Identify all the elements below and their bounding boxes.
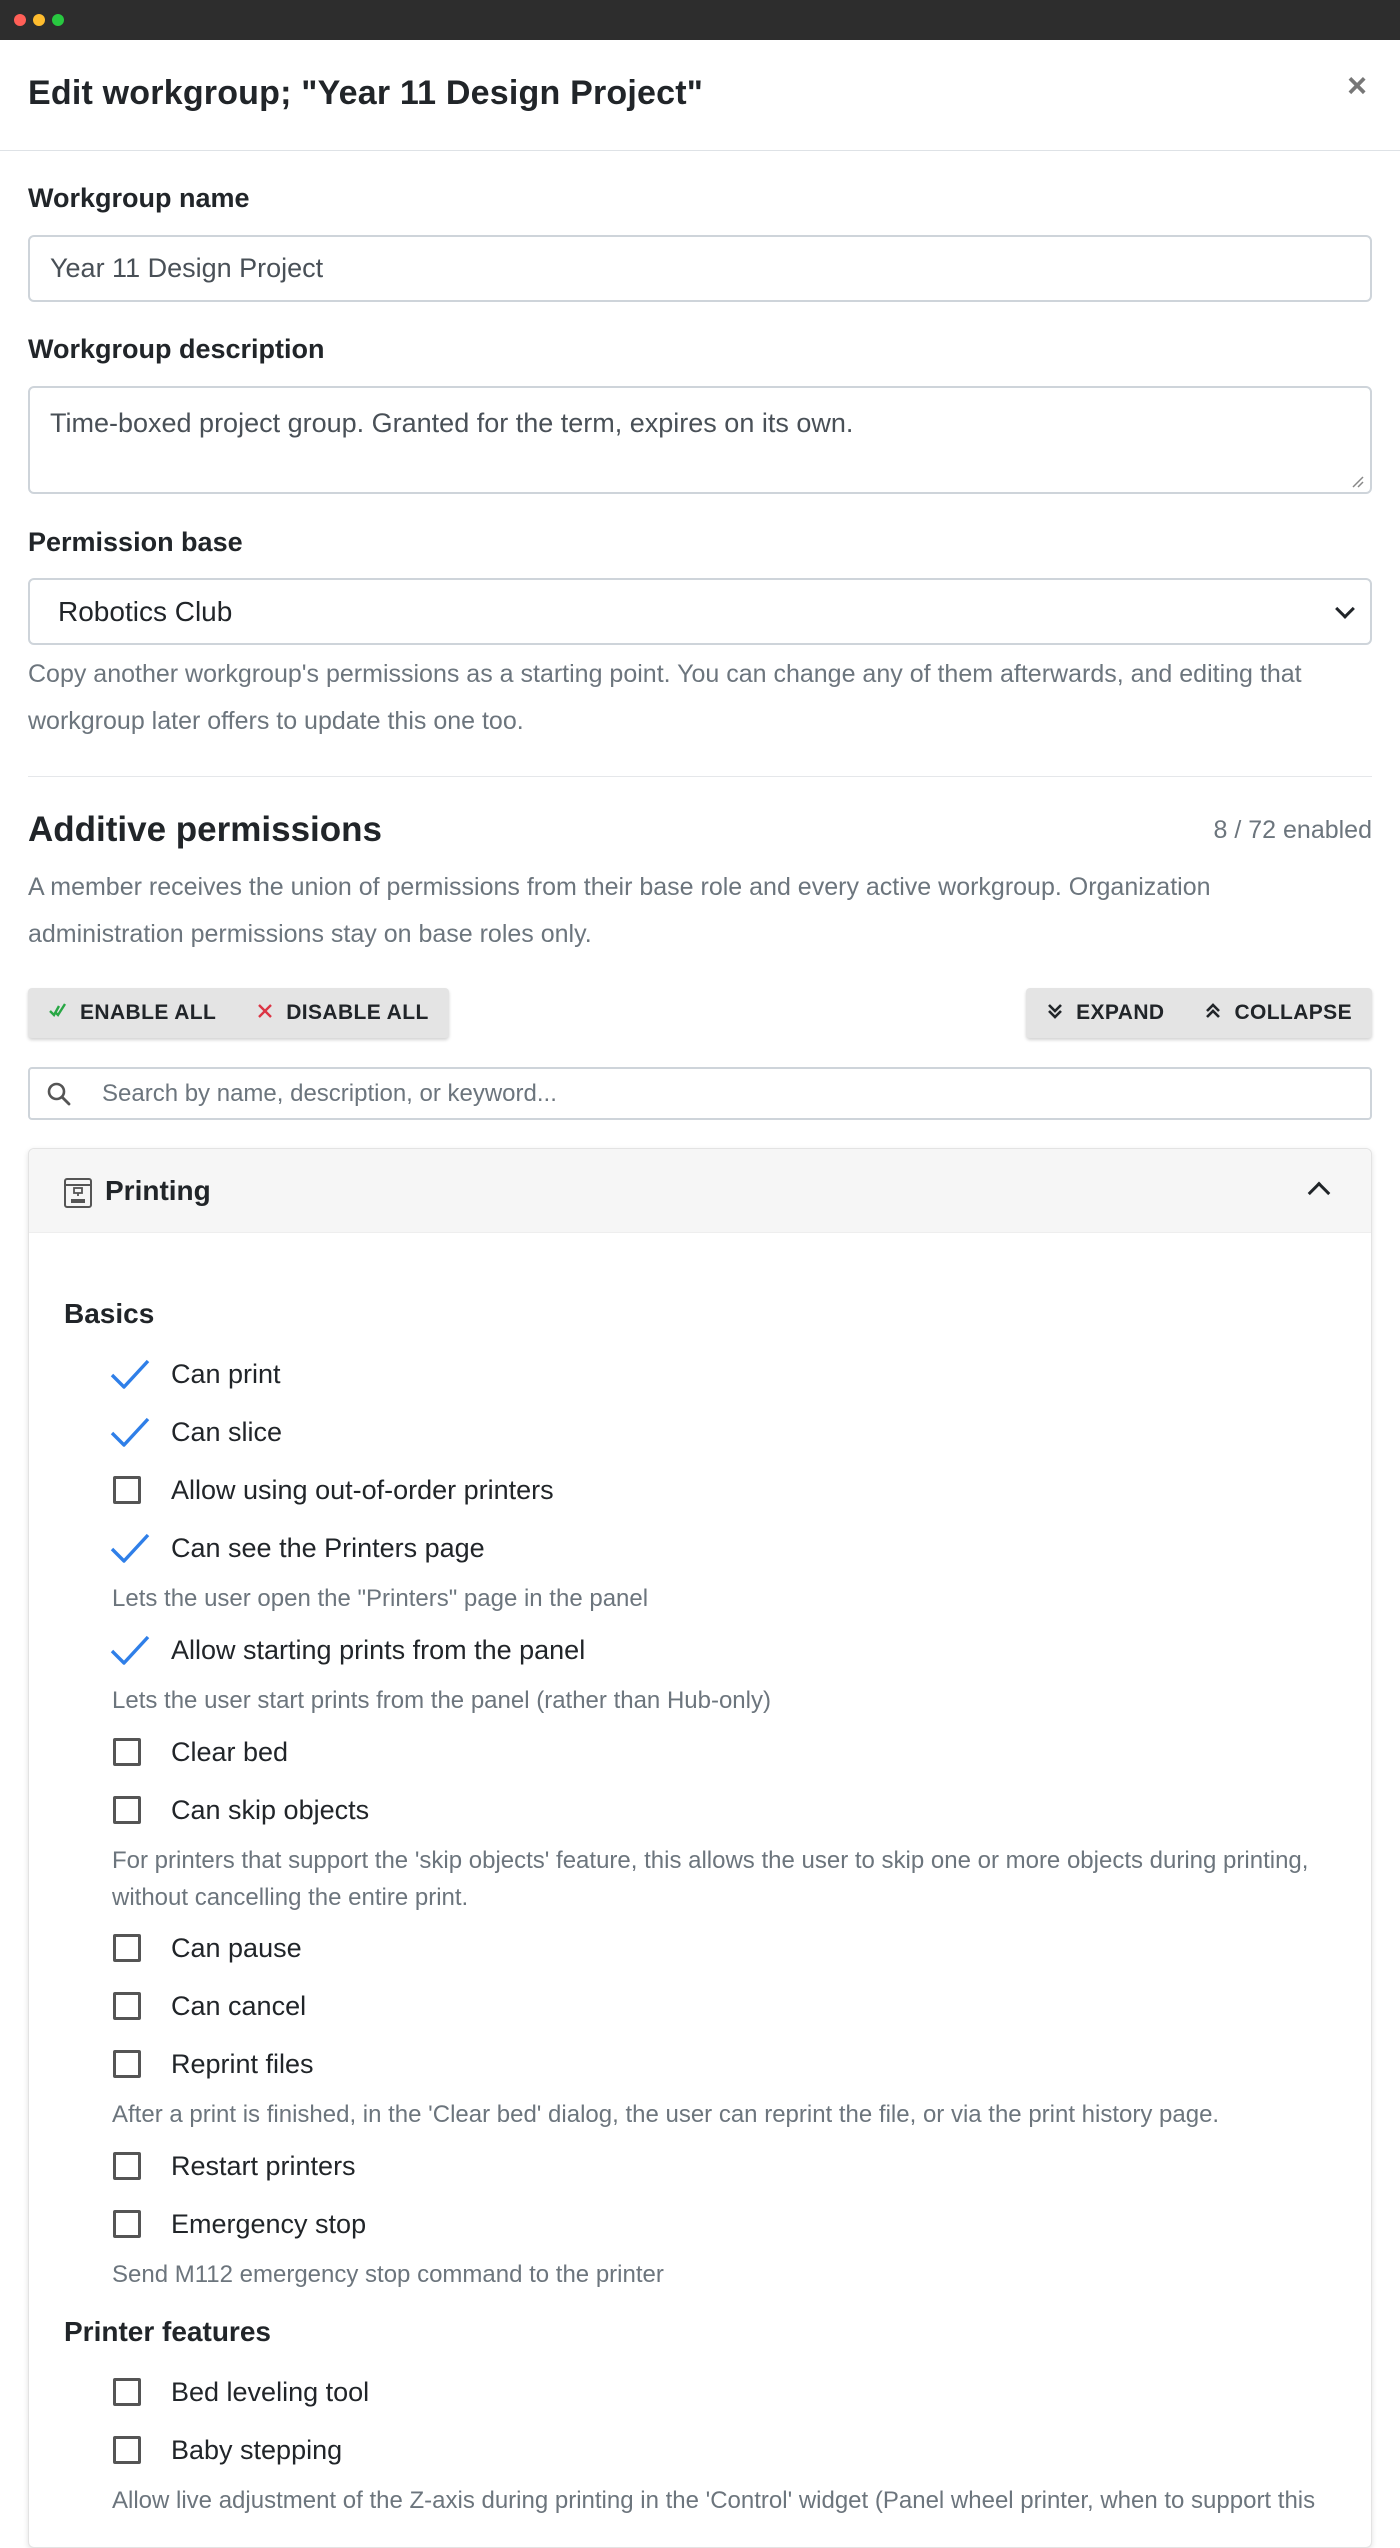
permission-label: Can pause bbox=[171, 1932, 302, 1963]
permission-label: Can cancel bbox=[171, 1990, 307, 2021]
checkbox-square bbox=[113, 1934, 141, 1962]
permission-description-line: Send M112 emergency stop command to the printer bbox=[112, 2261, 664, 2288]
window-titlebar bbox=[0, 0, 1400, 40]
permission-description-line: Allow live adjustment of the Z-axis during printing in the 'Control' widget (Panel wheel printer, when to support this bbox=[112, 2487, 1316, 2514]
chevron-up-icon[interactable] bbox=[1308, 1182, 1331, 1205]
permission-description bbox=[112, 1682, 1352, 1719]
permission-label: Allow using out-of-order printers bbox=[171, 1474, 554, 1505]
permission-label: Allow starting prints from the panel bbox=[171, 1634, 586, 1665]
printing-card-header[interactable] bbox=[29, 1149, 1371, 1233]
checkbox[interactable] bbox=[109, 2430, 165, 2470]
permission-row[interactable] bbox=[109, 1986, 306, 2026]
expand-collapse-group bbox=[1026, 988, 1372, 1038]
permission-label: Emergency stop bbox=[171, 2208, 367, 2239]
checkmark-icon[interactable] bbox=[109, 1412, 165, 1452]
additive-help-line-1: A member receives the union of permissions from their base role and every active workgroup. Organization bbox=[28, 873, 1211, 901]
printing-card-title: Printing bbox=[105, 1175, 211, 1206]
permission-label: Bed leveling tool bbox=[171, 2376, 370, 2407]
checkbox-square bbox=[113, 2436, 141, 2464]
additive-permissions-title: Additive permissions bbox=[28, 810, 382, 849]
permission-row[interactable] bbox=[109, 1790, 369, 1830]
section-divider bbox=[28, 776, 1372, 777]
workgroup-description-value: Time-boxed project group. Granted for the term, expires on its own. bbox=[50, 408, 854, 438]
permission-row[interactable] bbox=[109, 2146, 356, 2186]
minimize-window-button[interactable] bbox=[33, 14, 45, 26]
enable-all-button[interactable] bbox=[28, 988, 236, 1038]
permission-base-select[interactable] bbox=[28, 578, 1372, 645]
disable-all-label: DISABLE ALL bbox=[286, 1001, 429, 1024]
permission-description-line: After a print is finished, in the 'Clear bed' dialog, the user can reprint the file, or via the print history page. bbox=[112, 2101, 1220, 2128]
checkbox-square bbox=[113, 2378, 141, 2406]
resize-grip-icon[interactable] bbox=[1350, 474, 1364, 488]
collapse-all-button[interactable] bbox=[1184, 988, 1372, 1038]
checkbox[interactable] bbox=[109, 2044, 165, 2084]
checkbox[interactable] bbox=[109, 2146, 165, 2186]
checkbox[interactable] bbox=[109, 1732, 165, 1772]
additive-help-line-2: administration permissions stay on base roles only. bbox=[28, 920, 592, 948]
permission-row[interactable] bbox=[109, 2430, 342, 2470]
permission-description-line: Lets the user start prints from the panel (rather than Hub-only) bbox=[112, 1687, 771, 1714]
checkbox[interactable] bbox=[109, 1790, 165, 1830]
checkmark-icon[interactable] bbox=[109, 1354, 165, 1394]
permission-row[interactable] bbox=[109, 2044, 314, 2084]
collapse-label: COLLAPSE bbox=[1234, 1001, 1352, 1024]
close-icon bbox=[256, 1000, 274, 1026]
modal-title: Edit workgroup; "Year 11 Design Project" bbox=[28, 74, 704, 112]
checkbox-square bbox=[113, 1992, 141, 2020]
basics-group-title: Basics bbox=[64, 1298, 155, 1329]
checkbox[interactable] bbox=[109, 2204, 165, 2244]
workgroup-name-input[interactable]: Year 11 Design Project bbox=[28, 235, 1372, 302]
checkbox-square bbox=[113, 2210, 141, 2238]
expand-all-button[interactable] bbox=[1026, 988, 1184, 1038]
workgroup-name-label: Workgroup name bbox=[28, 183, 250, 213]
printer-icon bbox=[63, 1177, 93, 1209]
permission-row[interactable] bbox=[109, 2372, 369, 2412]
permission-row[interactable] bbox=[109, 2204, 366, 2244]
permission-description bbox=[112, 2482, 1352, 2519]
double-chevron-up-icon bbox=[1204, 1000, 1222, 1026]
permission-row[interactable] bbox=[109, 1470, 554, 1510]
checkbox-square bbox=[113, 2050, 141, 2078]
permission-row[interactable] bbox=[109, 1732, 288, 1772]
permission-description bbox=[112, 2096, 1352, 2133]
checkbox-square bbox=[113, 1476, 141, 1504]
chevron-down-icon bbox=[1335, 599, 1355, 619]
checkbox[interactable] bbox=[109, 2372, 165, 2412]
checkmark-icon[interactable] bbox=[109, 1630, 165, 1670]
enable-all-label: ENABLE ALL bbox=[80, 1001, 217, 1024]
permission-row[interactable] bbox=[109, 1928, 302, 1968]
checkbox-square bbox=[113, 2152, 141, 2180]
modal-header bbox=[0, 40, 1400, 151]
permission-label: Can print bbox=[171, 1358, 281, 1389]
permission-row[interactable] bbox=[109, 1528, 485, 1568]
printing-permissions-card bbox=[28, 1148, 1372, 2548]
checkmark-icon[interactable] bbox=[109, 1528, 165, 1568]
checkbox[interactable] bbox=[109, 1986, 165, 2026]
enabled-count: 8 / 72 enabled bbox=[1213, 816, 1372, 844]
checkbox[interactable] bbox=[109, 1470, 165, 1510]
permission-search-box[interactable] bbox=[28, 1067, 1372, 1120]
checkbox-square bbox=[113, 1738, 141, 1766]
permission-label: Can skip objects bbox=[171, 1794, 370, 1825]
permission-label: Baby stepping bbox=[171, 2434, 343, 2465]
permission-row[interactable] bbox=[109, 1354, 281, 1394]
permission-label: Restart printers bbox=[171, 2150, 356, 2181]
permission-row[interactable] bbox=[109, 1630, 585, 1670]
printer-features-group-title: Printer features bbox=[64, 2316, 271, 2347]
checkbox[interactable] bbox=[109, 1928, 165, 1968]
workgroup-description-label: Workgroup description bbox=[28, 334, 325, 364]
maximize-window-button[interactable] bbox=[52, 14, 64, 26]
permission-label: Can slice bbox=[171, 1416, 283, 1447]
expand-label: EXPAND bbox=[1076, 1001, 1165, 1024]
permission-description bbox=[112, 1842, 1352, 1916]
search-icon bbox=[46, 1081, 72, 1107]
permission-description-line: For printers that support the 'skip objects' feature, this allows the user to skip one or more objects during printing, bbox=[112, 1847, 1309, 1874]
double-check-icon bbox=[48, 1000, 68, 1026]
permission-description bbox=[112, 1580, 1352, 1617]
permission-description bbox=[112, 2256, 1352, 2293]
permission-label: Clear bed bbox=[171, 1736, 289, 1767]
enable-disable-group bbox=[28, 988, 449, 1038]
additive-permissions-help bbox=[28, 864, 1348, 958]
disable-all-button[interactable] bbox=[236, 988, 448, 1038]
permission-base-help-line-1: Copy another workgroup's permissions as a starting point. You can change any of them afterwards, and editing that bbox=[28, 660, 1302, 688]
permission-base-help-line-2: workgroup later offers to update this one too. bbox=[28, 707, 524, 735]
double-chevron-down-icon bbox=[1046, 1000, 1064, 1026]
permission-label: Reprint files bbox=[171, 2048, 314, 2079]
workgroup-description-textarea[interactable] bbox=[28, 386, 1372, 494]
permission-description-line: without cancelling the entire print. bbox=[112, 1884, 469, 1911]
close-modal-button[interactable]: × bbox=[1347, 67, 1367, 105]
permission-label: Can see the Printers page bbox=[171, 1532, 485, 1563]
permission-base-label: Permission base bbox=[28, 527, 243, 557]
permission-base-help bbox=[28, 651, 1348, 745]
permission-row[interactable] bbox=[109, 1412, 282, 1452]
permission-base-value: Robotics Club bbox=[58, 596, 233, 627]
permission-search-input[interactable] bbox=[102, 1069, 1342, 1118]
close-window-button[interactable] bbox=[14, 14, 26, 26]
checkbox-square bbox=[113, 1796, 141, 1824]
permission-description-line: Lets the user open the "Printers" page in the panel bbox=[112, 1585, 649, 1612]
